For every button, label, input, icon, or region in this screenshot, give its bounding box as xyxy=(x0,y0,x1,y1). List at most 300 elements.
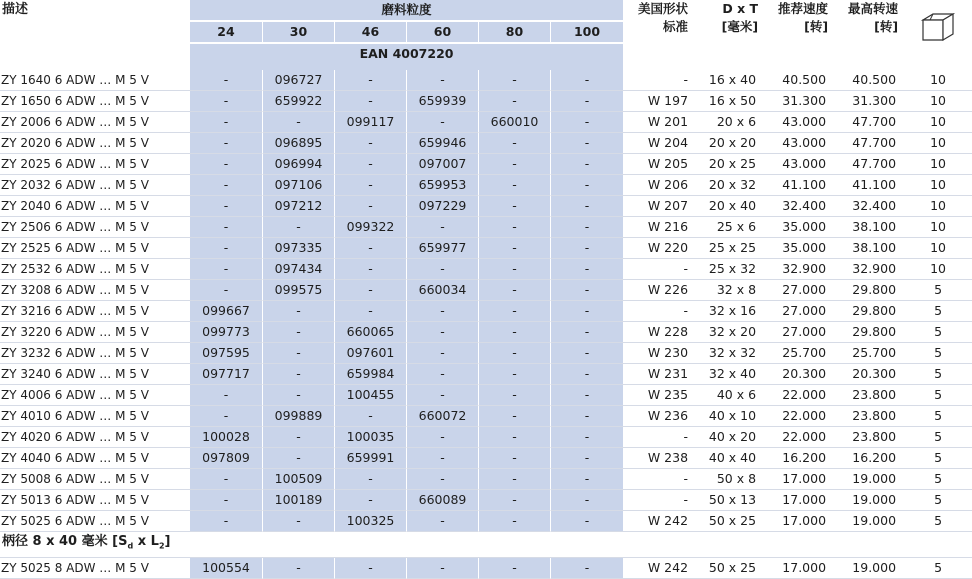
cell-ean-grain-24: - xyxy=(190,70,262,91)
cell-ean-grain-30: 099889 xyxy=(262,406,334,427)
cell-rec-speed: 43.000 xyxy=(764,112,834,133)
cell-rec-speed: 16.200 xyxy=(764,448,834,469)
cell-package: 10 xyxy=(904,91,972,112)
cell-ean-grain-30: 097106 xyxy=(262,175,334,196)
cell-ean-grain-60: - xyxy=(406,427,478,448)
cell-dxt: 20 x 32 xyxy=(694,175,764,196)
cell-us-shape: - xyxy=(623,469,694,490)
cell-ean-grain-46: - xyxy=(334,301,406,322)
cell-ean-grain-80: - xyxy=(478,280,550,301)
cell-us-shape: W 226 xyxy=(623,280,694,301)
cell-ean-grain-80: - xyxy=(478,196,550,217)
cell-ean-grain-60: 660089 xyxy=(406,490,478,511)
cell-us-shape: W 206 xyxy=(623,175,694,196)
cell-ean-grain-30: - xyxy=(262,343,334,364)
cell-max-speed: 29.800 xyxy=(834,322,904,343)
cell-max-speed: 32.400 xyxy=(834,196,904,217)
cell-package: 10 xyxy=(904,133,972,154)
cell-description: ZY 2040 6 ADW … M 5 V xyxy=(0,196,190,217)
cell-us-shape: - xyxy=(623,259,694,280)
cell-package: 5 xyxy=(904,322,972,343)
header-us-shape xyxy=(623,0,694,64)
table-row xyxy=(0,364,972,385)
cell-us-shape: W 220 xyxy=(623,238,694,259)
cell-ean-grain-60: 097229 xyxy=(406,196,478,217)
cell-ean-grain-80: - xyxy=(478,511,550,532)
cell-ean-grain-24: - xyxy=(190,385,262,406)
cell-ean-grain-80: - xyxy=(478,301,550,322)
header-package xyxy=(904,0,972,64)
cell-max-speed: 29.800 xyxy=(834,301,904,322)
cell-ean-grain-100: - xyxy=(550,511,623,532)
cell-ean-grain-46: 659984 xyxy=(334,364,406,385)
cell-rec-speed: 22.000 xyxy=(764,406,834,427)
cell-us-shape: W 204 xyxy=(623,133,694,154)
cell-ean-grain-80: - xyxy=(478,238,550,259)
grain-col-80: 80 xyxy=(478,20,550,42)
cell-ean-grain-80: - xyxy=(478,91,550,112)
cell-ean-grain-60: - xyxy=(406,259,478,280)
cell-ean-grain-46: - xyxy=(334,175,406,196)
cell-ean-grain-30: 097212 xyxy=(262,196,334,217)
cell-max-speed: 47.700 xyxy=(834,112,904,133)
cell-max-speed: 40.500 xyxy=(834,70,904,91)
cell-ean-grain-24: 099667 xyxy=(190,301,262,322)
cell-ean-grain-100: - xyxy=(550,322,623,343)
cell-rec-speed: 20.300 xyxy=(764,364,834,385)
cell-ean-grain-60: - xyxy=(406,301,478,322)
cell-ean-grain-60: 659939 xyxy=(406,91,478,112)
cell-ean-grain-30: - xyxy=(262,301,334,322)
cell-description: ZY 2532 6 ADW … M 5 V xyxy=(0,259,190,280)
cell-dxt: 32 x 40 xyxy=(694,364,764,385)
cell-ean-grain-30: 100189 xyxy=(262,490,334,511)
cell-us-shape: W 236 xyxy=(623,406,694,427)
cell-ean-grain-46: - xyxy=(334,70,406,91)
cell-ean-grain-100: - xyxy=(550,343,623,364)
cell-ean-grain-30: - xyxy=(262,511,334,532)
cell-ean-grain-24: - xyxy=(190,133,262,154)
cell-ean-grain-30: 096895 xyxy=(262,133,334,154)
header-max-speed-line2: [转] xyxy=(874,19,899,34)
header-rec-speed xyxy=(764,0,834,64)
cell-max-speed: 25.700 xyxy=(834,343,904,364)
cell-max-speed: 38.100 xyxy=(834,238,904,259)
cell-ean-grain-80: - xyxy=(478,175,550,196)
table-row xyxy=(0,558,972,579)
cell-ean-grain-24: - xyxy=(190,217,262,238)
cell-max-speed: 41.100 xyxy=(834,175,904,196)
cell-dxt: 16 x 40 xyxy=(694,70,764,91)
cell-us-shape: W 216 xyxy=(623,217,694,238)
cell-rec-speed: 35.000 xyxy=(764,238,834,259)
cell-dxt: 40 x 6 xyxy=(694,385,764,406)
cell-rec-speed: 17.000 xyxy=(764,469,834,490)
cell-ean-grain-100: - xyxy=(550,259,623,280)
cell-description: ZY 4006 6 ADW … M 5 V xyxy=(0,385,190,406)
table-row xyxy=(0,196,972,217)
cell-ean-grain-24: 100554 xyxy=(190,558,262,579)
cell-rec-speed: 43.000 xyxy=(764,154,834,175)
cell-us-shape: W 228 xyxy=(623,322,694,343)
grain-col-46: 46 xyxy=(334,20,406,42)
cell-ean-grain-30: 097434 xyxy=(262,259,334,280)
cell-ean-grain-46: 099117 xyxy=(334,112,406,133)
cell-package: 5 xyxy=(904,511,972,532)
cell-ean-grain-24: - xyxy=(190,469,262,490)
cell-ean-grain-24: - xyxy=(190,280,262,301)
cell-ean-grain-80: - xyxy=(478,385,550,406)
cell-description: ZY 4020 6 ADW … M 5 V xyxy=(0,427,190,448)
cell-us-shape: W 238 xyxy=(623,448,694,469)
table-row xyxy=(0,154,972,175)
header-dxt-line1: D x T xyxy=(722,1,759,16)
cell-ean-grain-30: 659922 xyxy=(262,91,334,112)
cell-rec-speed: 25.700 xyxy=(764,343,834,364)
box-icon xyxy=(920,10,956,49)
cell-description: ZY 3208 6 ADW … M 5 V xyxy=(0,280,190,301)
cell-ean-grain-60: - xyxy=(406,343,478,364)
cell-description: ZY 2506 6 ADW … M 5 V xyxy=(0,217,190,238)
table-row xyxy=(0,259,972,280)
cell-description: ZY 3240 6 ADW … M 5 V xyxy=(0,364,190,385)
cell-ean-grain-46: 100035 xyxy=(334,427,406,448)
cell-ean-grain-80: - xyxy=(478,448,550,469)
cell-max-speed: 19.000 xyxy=(834,490,904,511)
cell-ean-grain-80: - xyxy=(478,490,550,511)
cell-ean-grain-46: 100325 xyxy=(334,511,406,532)
table-row xyxy=(0,406,972,427)
cell-ean-grain-60: - xyxy=(406,364,478,385)
header-rec-speed-line1: 推荐速度 xyxy=(778,1,829,16)
header-rec-speed-line2: [转] xyxy=(804,19,829,34)
cell-ean-grain-60: - xyxy=(406,322,478,343)
cell-us-shape: - xyxy=(623,70,694,91)
cell-ean-grain-46: 100455 xyxy=(334,385,406,406)
cell-package: 5 xyxy=(904,406,972,427)
header-dxt xyxy=(694,0,764,64)
cell-ean-grain-60: 097007 xyxy=(406,154,478,175)
table-row xyxy=(0,175,972,196)
table-row xyxy=(0,112,972,133)
header-max-speed xyxy=(834,0,904,64)
cell-ean-grain-80: - xyxy=(478,558,550,579)
cell-rec-speed: 31.300 xyxy=(764,91,834,112)
cell-package: 5 xyxy=(904,343,972,364)
cell-rec-speed: 17.000 xyxy=(764,511,834,532)
cell-ean-grain-24: - xyxy=(190,112,262,133)
cell-ean-grain-24: - xyxy=(190,490,262,511)
cell-ean-grain-80: - xyxy=(478,364,550,385)
cell-rec-speed: 22.000 xyxy=(764,385,834,406)
table-row xyxy=(0,490,972,511)
cell-package: 10 xyxy=(904,217,972,238)
cell-description: ZY 1650 6 ADW … M 5 V xyxy=(0,91,190,112)
cell-ean-grain-80: - xyxy=(478,217,550,238)
cell-ean-grain-24: 097809 xyxy=(190,448,262,469)
cell-us-shape: - xyxy=(623,427,694,448)
cell-description: ZY 2032 6 ADW … M 5 V xyxy=(0,175,190,196)
cell-ean-grain-30: 100509 xyxy=(262,469,334,490)
cell-rec-speed: 27.000 xyxy=(764,322,834,343)
cell-ean-grain-100: - xyxy=(550,70,623,91)
cell-ean-grain-30: 099575 xyxy=(262,280,334,301)
cell-ean-grain-100: - xyxy=(550,112,623,133)
cell-ean-grain-60: 659953 xyxy=(406,175,478,196)
cell-ean-grain-100: - xyxy=(550,490,623,511)
cell-ean-grain-30: - xyxy=(262,217,334,238)
section-heading xyxy=(0,532,972,558)
cell-ean-grain-60: - xyxy=(406,511,478,532)
cell-package: 5 xyxy=(904,490,972,511)
cell-dxt: 40 x 40 xyxy=(694,448,764,469)
cell-ean-grain-80: - xyxy=(478,427,550,448)
cell-ean-grain-46: - xyxy=(334,469,406,490)
cell-description: ZY 2025 6 ADW … M 5 V xyxy=(0,154,190,175)
cell-ean-grain-100: - xyxy=(550,406,623,427)
cell-ean-grain-100: - xyxy=(550,238,623,259)
cell-ean-grain-100: - xyxy=(550,364,623,385)
cell-rec-speed: 35.000 xyxy=(764,217,834,238)
cell-us-shape: W 207 xyxy=(623,196,694,217)
cell-ean-grain-30: 097335 xyxy=(262,238,334,259)
cell-max-speed: 47.700 xyxy=(834,133,904,154)
cell-dxt: 50 x 25 xyxy=(694,558,764,579)
cell-ean-grain-80: - xyxy=(478,406,550,427)
cell-ean-grain-60: - xyxy=(406,448,478,469)
cell-us-shape: - xyxy=(623,490,694,511)
cell-ean-grain-24: - xyxy=(190,154,262,175)
table-row xyxy=(0,91,972,112)
cell-ean-grain-30: - xyxy=(262,427,334,448)
cell-ean-grain-80: - xyxy=(478,70,550,91)
cell-rec-speed: 27.000 xyxy=(764,301,834,322)
cell-max-speed: 47.700 xyxy=(834,154,904,175)
cell-ean-grain-24: 097595 xyxy=(190,343,262,364)
cell-package: 10 xyxy=(904,238,972,259)
cell-max-speed: 38.100 xyxy=(834,217,904,238)
cell-ean-grain-24: - xyxy=(190,175,262,196)
header-dxt-line2: [毫米] xyxy=(721,19,759,34)
cell-ean-grain-60: - xyxy=(406,385,478,406)
cell-ean-grain-60: 660034 xyxy=(406,280,478,301)
cell-rec-speed: 32.900 xyxy=(764,259,834,280)
table-row xyxy=(0,217,972,238)
cell-ean-grain-100: - xyxy=(550,217,623,238)
cell-ean-grain-46: 097601 xyxy=(334,343,406,364)
section-heading-text: 柄径 8 x 40 毫米 [$S_d$ x $L_2$] xyxy=(0,532,972,558)
cell-ean-grain-24: 100028 xyxy=(190,427,262,448)
cell-max-speed: 19.000 xyxy=(834,511,904,532)
cell-rec-speed: 17.000 xyxy=(764,558,834,579)
cell-package: 5 xyxy=(904,469,972,490)
cell-ean-grain-46: - xyxy=(334,490,406,511)
cell-ean-grain-46: - xyxy=(334,196,406,217)
cell-max-speed: 29.800 xyxy=(834,280,904,301)
cell-ean-grain-30: - xyxy=(262,322,334,343)
cell-rec-speed: 32.400 xyxy=(764,196,834,217)
cell-description: ZY 5025 6 ADW … M 5 V xyxy=(0,511,190,532)
cell-description: ZY 4040 6 ADW … M 5 V xyxy=(0,448,190,469)
cell-us-shape: W 205 xyxy=(623,154,694,175)
cell-ean-grain-100: - xyxy=(550,175,623,196)
cell-ean-grain-60: - xyxy=(406,469,478,490)
cell-dxt: 25 x 6 xyxy=(694,217,764,238)
cell-rec-speed: 41.100 xyxy=(764,175,834,196)
header-max-speed-line1: 最高转速 xyxy=(848,1,899,16)
cell-description: ZY 2525 6 ADW … M 5 V xyxy=(0,238,190,259)
cell-us-shape: W 197 xyxy=(623,91,694,112)
cell-ean-grain-60: - xyxy=(406,70,478,91)
cell-ean-grain-24: 097717 xyxy=(190,364,262,385)
cell-ean-grain-80: - xyxy=(478,133,550,154)
cell-ean-grain-30: - xyxy=(262,385,334,406)
cell-description: ZY 2006 6 ADW … M 5 V xyxy=(0,112,190,133)
cell-ean-grain-46: - xyxy=(334,558,406,579)
table-body-shank8 xyxy=(0,558,972,579)
cell-ean-grain-30: - xyxy=(262,364,334,385)
cell-package: 5 xyxy=(904,301,972,322)
cell-dxt: 32 x 32 xyxy=(694,343,764,364)
cell-ean-grain-100: - xyxy=(550,154,623,175)
cell-max-speed: 19.000 xyxy=(834,558,904,579)
cell-ean-grain-60: 660072 xyxy=(406,406,478,427)
cell-dxt: 25 x 32 xyxy=(694,259,764,280)
cell-ean-grain-80: - xyxy=(478,322,550,343)
cell-rec-speed: 17.000 xyxy=(764,490,834,511)
cell-package: 5 xyxy=(904,448,972,469)
cell-dxt: 25 x 25 xyxy=(694,238,764,259)
table-row xyxy=(0,280,972,301)
cell-dxt: 20 x 40 xyxy=(694,196,764,217)
cell-rec-speed: 22.000 xyxy=(764,427,834,448)
header-description: 描述 xyxy=(2,2,29,17)
cell-dxt: 40 x 20 xyxy=(694,427,764,448)
cell-description: ZY 5013 6 ADW … M 5 V xyxy=(0,490,190,511)
cell-ean-grain-30: 096727 xyxy=(262,70,334,91)
grain-col-24: 24 xyxy=(190,20,262,42)
table-row xyxy=(0,343,972,364)
cell-ean-grain-100: - xyxy=(550,448,623,469)
cell-ean-grain-46: - xyxy=(334,406,406,427)
cell-us-shape: W 231 xyxy=(623,364,694,385)
table-row xyxy=(0,427,972,448)
cell-package: 5 xyxy=(904,427,972,448)
cell-max-speed: 20.300 xyxy=(834,364,904,385)
cell-ean-grain-24: - xyxy=(190,511,262,532)
cell-max-speed: 23.800 xyxy=(834,385,904,406)
cell-max-speed: 23.800 xyxy=(834,427,904,448)
cell-max-speed: 16.200 xyxy=(834,448,904,469)
cell-description: ZY 3216 6 ADW … M 5 V xyxy=(0,301,190,322)
cell-ean-grain-60: - xyxy=(406,112,478,133)
cell-us-shape: W 230 xyxy=(623,343,694,364)
cell-max-speed: 19.000 xyxy=(834,469,904,490)
cell-rec-speed: 40.500 xyxy=(764,70,834,91)
cell-ean-grain-24: - xyxy=(190,91,262,112)
cell-us-shape: W 235 xyxy=(623,385,694,406)
cell-dxt: 50 x 13 xyxy=(694,490,764,511)
cell-ean-grain-30: - xyxy=(262,558,334,579)
cell-ean-grain-100: - xyxy=(550,427,623,448)
header-ean: EAN 4007220 xyxy=(190,42,623,64)
cell-ean-grain-24: 099773 xyxy=(190,322,262,343)
cell-description: ZY 1640 6 ADW … M 5 V xyxy=(0,70,190,91)
cell-package: 10 xyxy=(904,175,972,196)
cell-description: ZY 3232 6 ADW … M 5 V xyxy=(0,343,190,364)
cell-ean-grain-46: - xyxy=(334,154,406,175)
cell-ean-grain-46: 099322 xyxy=(334,217,406,238)
cell-ean-grain-46: - xyxy=(334,280,406,301)
cell-ean-grain-60: 659977 xyxy=(406,238,478,259)
cell-ean-grain-46: - xyxy=(334,91,406,112)
cell-ean-grain-46: 660065 xyxy=(334,322,406,343)
grain-col-30: 30 xyxy=(262,20,334,42)
cell-ean-grain-100: - xyxy=(550,385,623,406)
header-us-shape-line2: 标准 xyxy=(663,19,689,34)
cell-ean-grain-100: - xyxy=(550,301,623,322)
cell-us-shape: W 242 xyxy=(623,511,694,532)
header-grain-title: 磨料粒度 xyxy=(190,0,623,20)
cell-ean-grain-46: - xyxy=(334,238,406,259)
cell-ean-grain-80: - xyxy=(478,343,550,364)
cell-package: 5 xyxy=(904,364,972,385)
cell-max-speed: 32.900 xyxy=(834,259,904,280)
cell-ean-grain-80: - xyxy=(478,259,550,280)
cell-rec-speed: 27.000 xyxy=(764,280,834,301)
cell-ean-grain-60: 659946 xyxy=(406,133,478,154)
cell-us-shape: W 242 xyxy=(623,558,694,579)
cell-dxt: 20 x 25 xyxy=(694,154,764,175)
cell-ean-grain-60: - xyxy=(406,217,478,238)
cell-ean-grain-24: - xyxy=(190,196,262,217)
table-row xyxy=(0,511,972,532)
cell-description: ZY 3220 6 ADW … M 5 V xyxy=(0,322,190,343)
cell-package: 10 xyxy=(904,259,972,280)
table-row xyxy=(0,448,972,469)
table-row xyxy=(0,322,972,343)
cell-package: 5 xyxy=(904,558,972,579)
cell-ean-grain-46: 659991 xyxy=(334,448,406,469)
table-row xyxy=(0,301,972,322)
cell-ean-grain-46: - xyxy=(334,259,406,280)
table-row xyxy=(0,385,972,406)
cell-ean-grain-46: - xyxy=(334,133,406,154)
cell-rec-speed: 43.000 xyxy=(764,133,834,154)
cell-ean-grain-30: - xyxy=(262,112,334,133)
cell-ean-grain-100: - xyxy=(550,280,623,301)
cell-ean-grain-80: 660010 xyxy=(478,112,550,133)
grain-col-60: 60 xyxy=(406,20,478,42)
cell-dxt: 50 x 25 xyxy=(694,511,764,532)
cell-package: 10 xyxy=(904,154,972,175)
cell-package: 10 xyxy=(904,70,972,91)
table-body xyxy=(0,70,972,532)
cell-ean-grain-100: - xyxy=(550,196,623,217)
cell-ean-grain-24: - xyxy=(190,406,262,427)
cell-description: ZY 2020 6 ADW … M 5 V xyxy=(0,133,190,154)
cell-ean-grain-24: - xyxy=(190,238,262,259)
cell-dxt: 16 x 50 xyxy=(694,91,764,112)
cell-ean-grain-60: - xyxy=(406,558,478,579)
table-row xyxy=(0,70,972,91)
grain-col-100: 100 xyxy=(550,20,623,42)
cell-us-shape: W 201 xyxy=(623,112,694,133)
cell-us-shape: - xyxy=(623,301,694,322)
cell-dxt: 40 x 10 xyxy=(694,406,764,427)
cell-max-speed: 31.300 xyxy=(834,91,904,112)
cell-ean-grain-30: 096994 xyxy=(262,154,334,175)
